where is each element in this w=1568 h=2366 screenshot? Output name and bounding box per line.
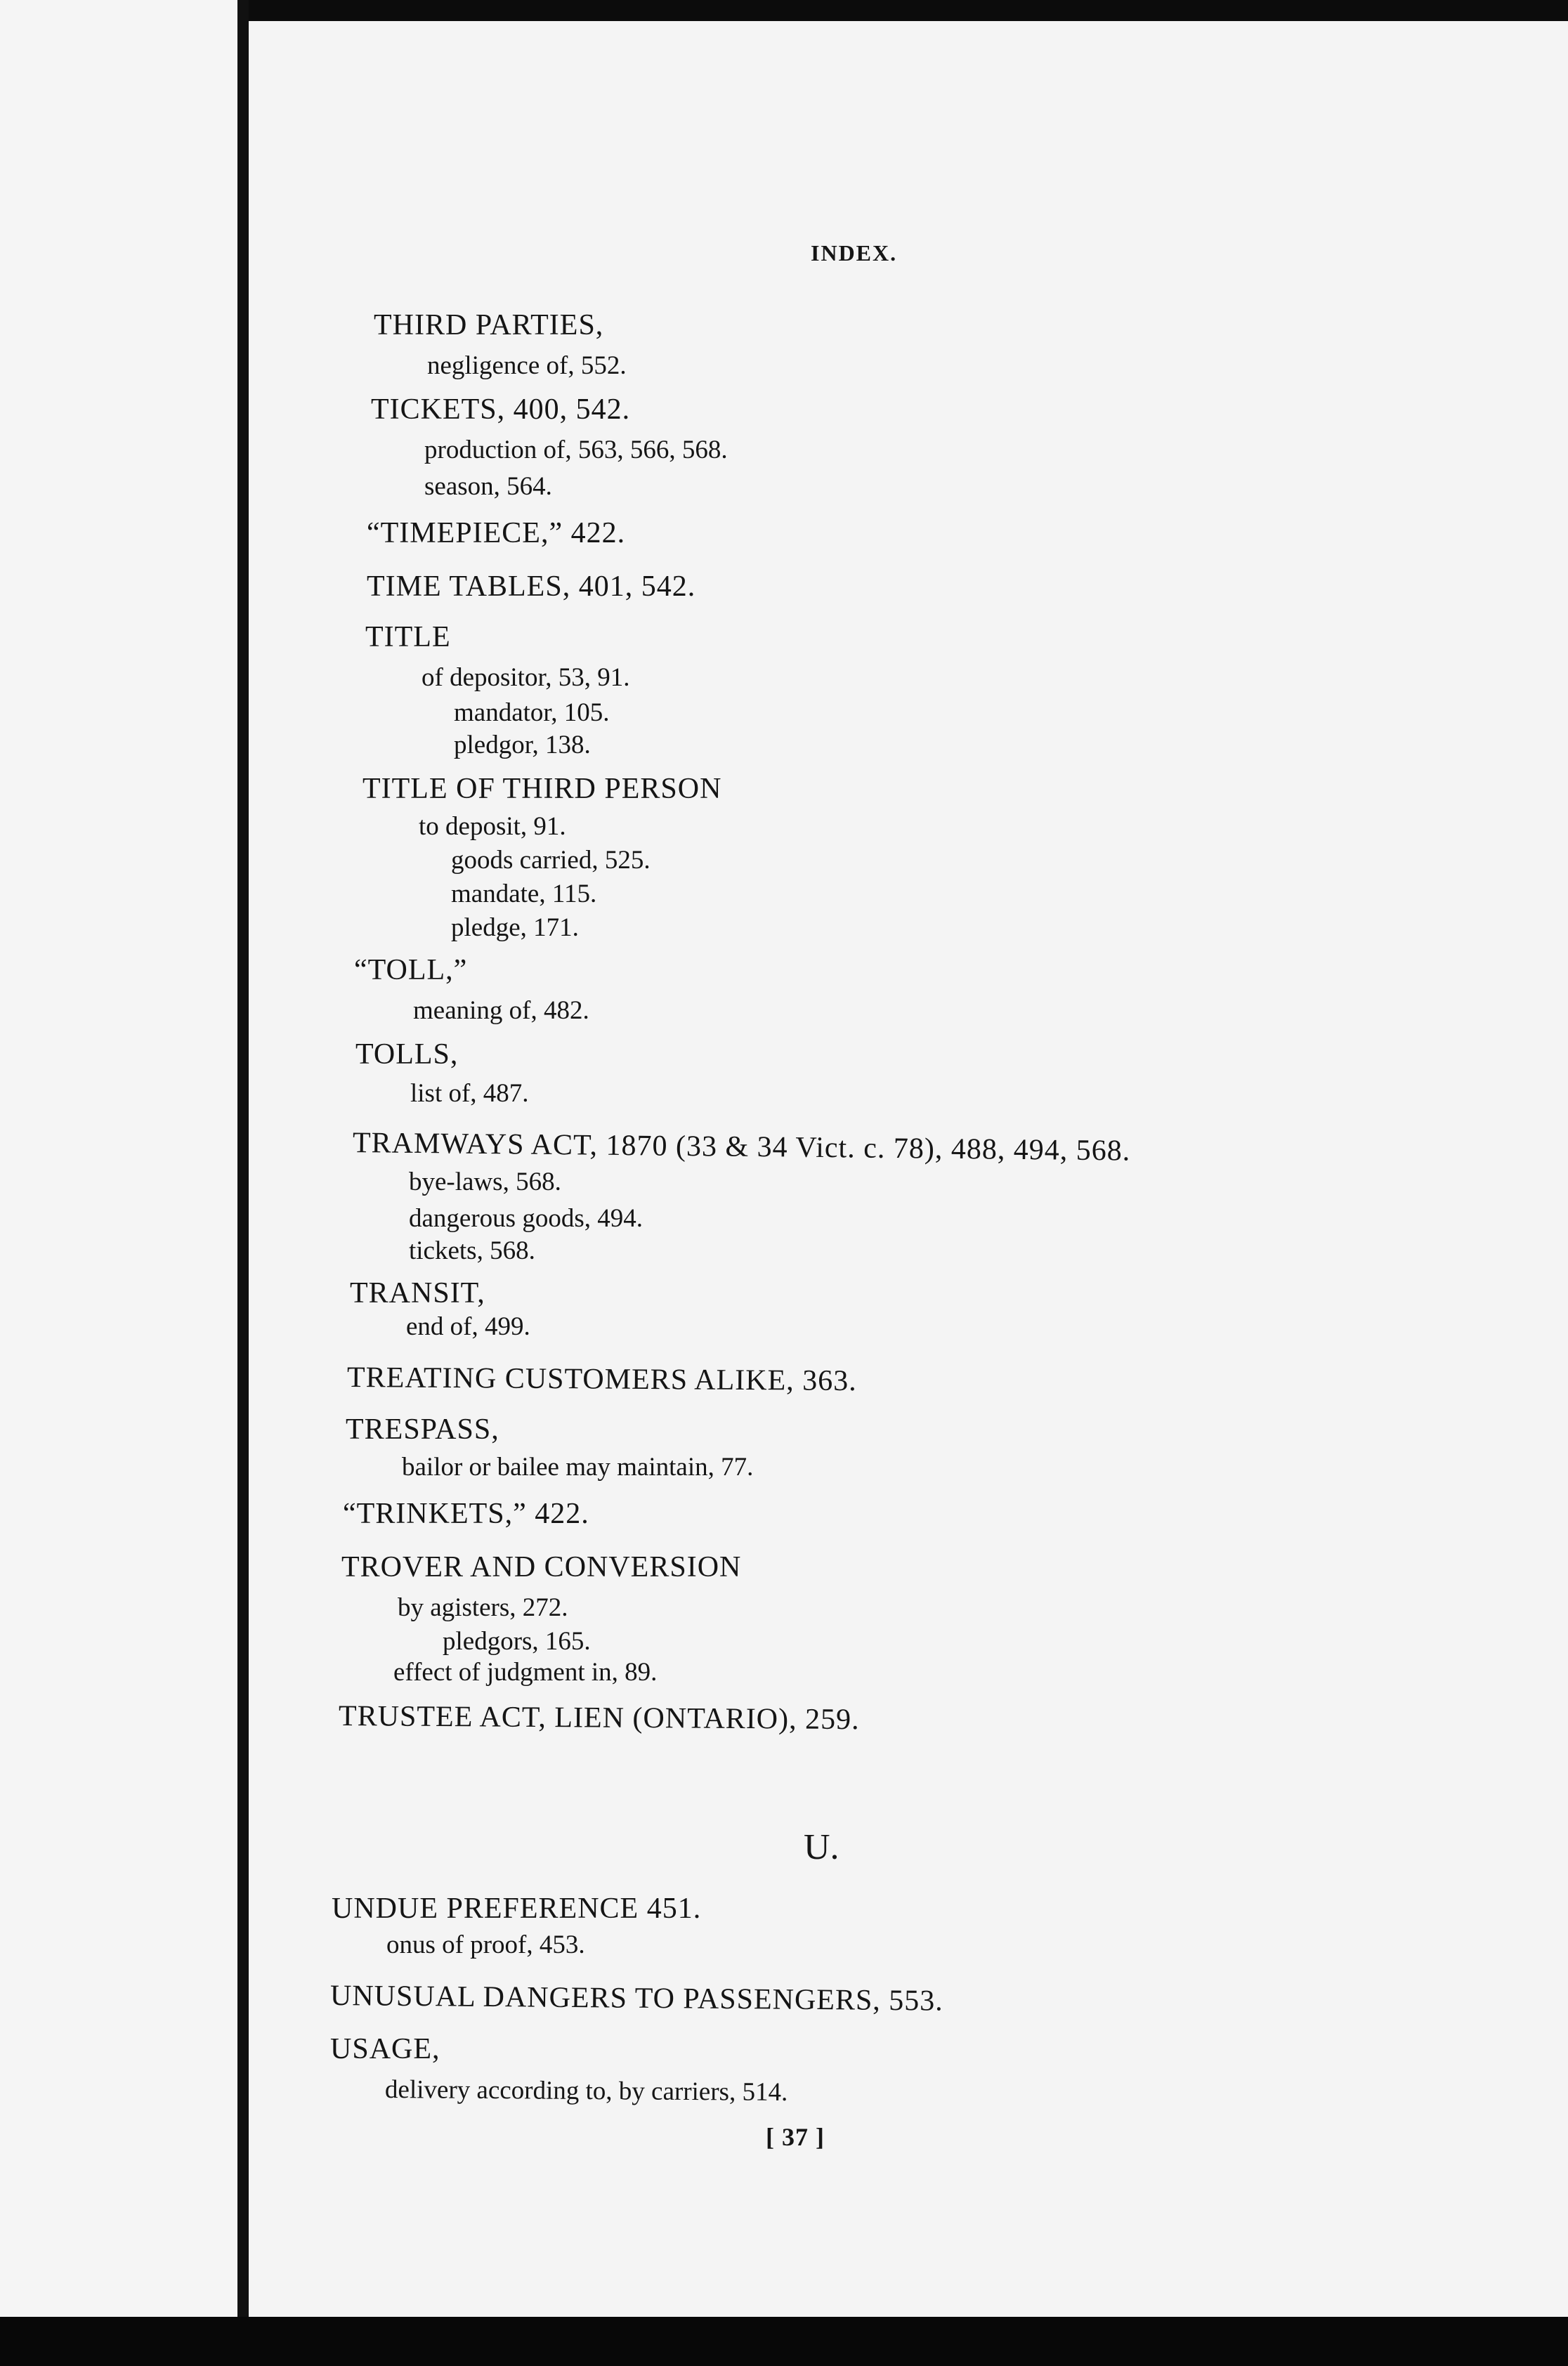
index-subentry: negligence of, 552. (427, 351, 627, 380)
index-heading: UNUSUAL DANGERS TO PASSENGERS, 553. (329, 1980, 943, 2018)
index-subentry: onus of proof, 453. (386, 1930, 585, 1959)
index-heading: TICKETS, 400, 542. (371, 393, 631, 426)
index-subentry: bailor or bailee may maintain, 77. (402, 1453, 754, 1482)
index-subentry: bye-laws, 568. (409, 1168, 561, 1196)
index-heading: TROVER AND CONVERSION (341, 1551, 742, 1583)
index-page (249, 21, 1568, 2317)
index-subentry: goods carried, 525. (451, 846, 651, 875)
running-header: INDEX. (811, 240, 898, 266)
index-heading: TITLE OF THIRD PERSON (362, 773, 722, 805)
index-heading: “TOLL,” (354, 954, 468, 986)
index-heading: TRANSIT, (350, 1277, 485, 1309)
binding-gutter (237, 0, 249, 2366)
index-heading: UNDUE PREFERENCE 451. (332, 1893, 702, 1925)
index-subentry: dangerous goods, 494. (409, 1204, 643, 1233)
index-heading: “TIMEPIECE,” 422. (367, 517, 626, 549)
index-heading: TRESPASS, (346, 1413, 499, 1446)
index-subentry: end of, 499. (406, 1312, 530, 1341)
index-heading: TIME TABLES, 401, 542. (367, 570, 696, 603)
index-subentry: list of, 487. (410, 1079, 529, 1108)
index-heading: TRUSTEE ACT, LIEN (ONTARIO), 259. (338, 1700, 860, 1737)
index-subentry: mandator, 105. (454, 698, 610, 727)
index-subentry: pledgor, 138. (454, 731, 591, 759)
index-heading: TRAMWAYS ACT, 1870 (33 & 34 Vict. c. 78), 488, 494, 568. (352, 1127, 1131, 1168)
index-subentry: pledge, 171. (451, 913, 579, 942)
index-heading: TREATING CUSTOMERS ALIKE, 363. (346, 1361, 857, 1398)
index-subentry: tickets, 568. (409, 1236, 535, 1265)
scan-border (0, 2317, 1568, 2366)
index-entries (249, 21, 1568, 2317)
index-subentry: pledgors, 165. (443, 1627, 591, 1656)
index-subentry: of depositor, 53, 91. (422, 663, 630, 692)
index-subentry: effect of judgment in, 89. (393, 1658, 658, 1687)
page-number: [ 37 ] (766, 2123, 825, 2151)
index-subentry: delivery according to, by carriers, 514. (384, 2075, 788, 2107)
section-letter: U. (804, 1827, 839, 1867)
index-subentry: production of, 563, 566, 568. (424, 436, 728, 464)
index-subentry: by agisters, 272. (398, 1593, 568, 1622)
index-subentry: mandate, 115. (451, 880, 597, 908)
index-heading: TOLLS, (355, 1038, 459, 1071)
index-heading: USAGE, (330, 2033, 440, 2065)
index-subentry: meaning of, 482. (413, 996, 589, 1025)
index-subentry: to deposit, 91. (419, 812, 566, 841)
index-heading: “TRINKETS,” 422. (343, 1498, 589, 1530)
facing-page-edge (0, 0, 237, 2366)
index-heading: TITLE (365, 621, 451, 653)
index-subentry: season, 564. (424, 472, 552, 501)
index-heading: THIRD PARTIES, (374, 309, 604, 341)
